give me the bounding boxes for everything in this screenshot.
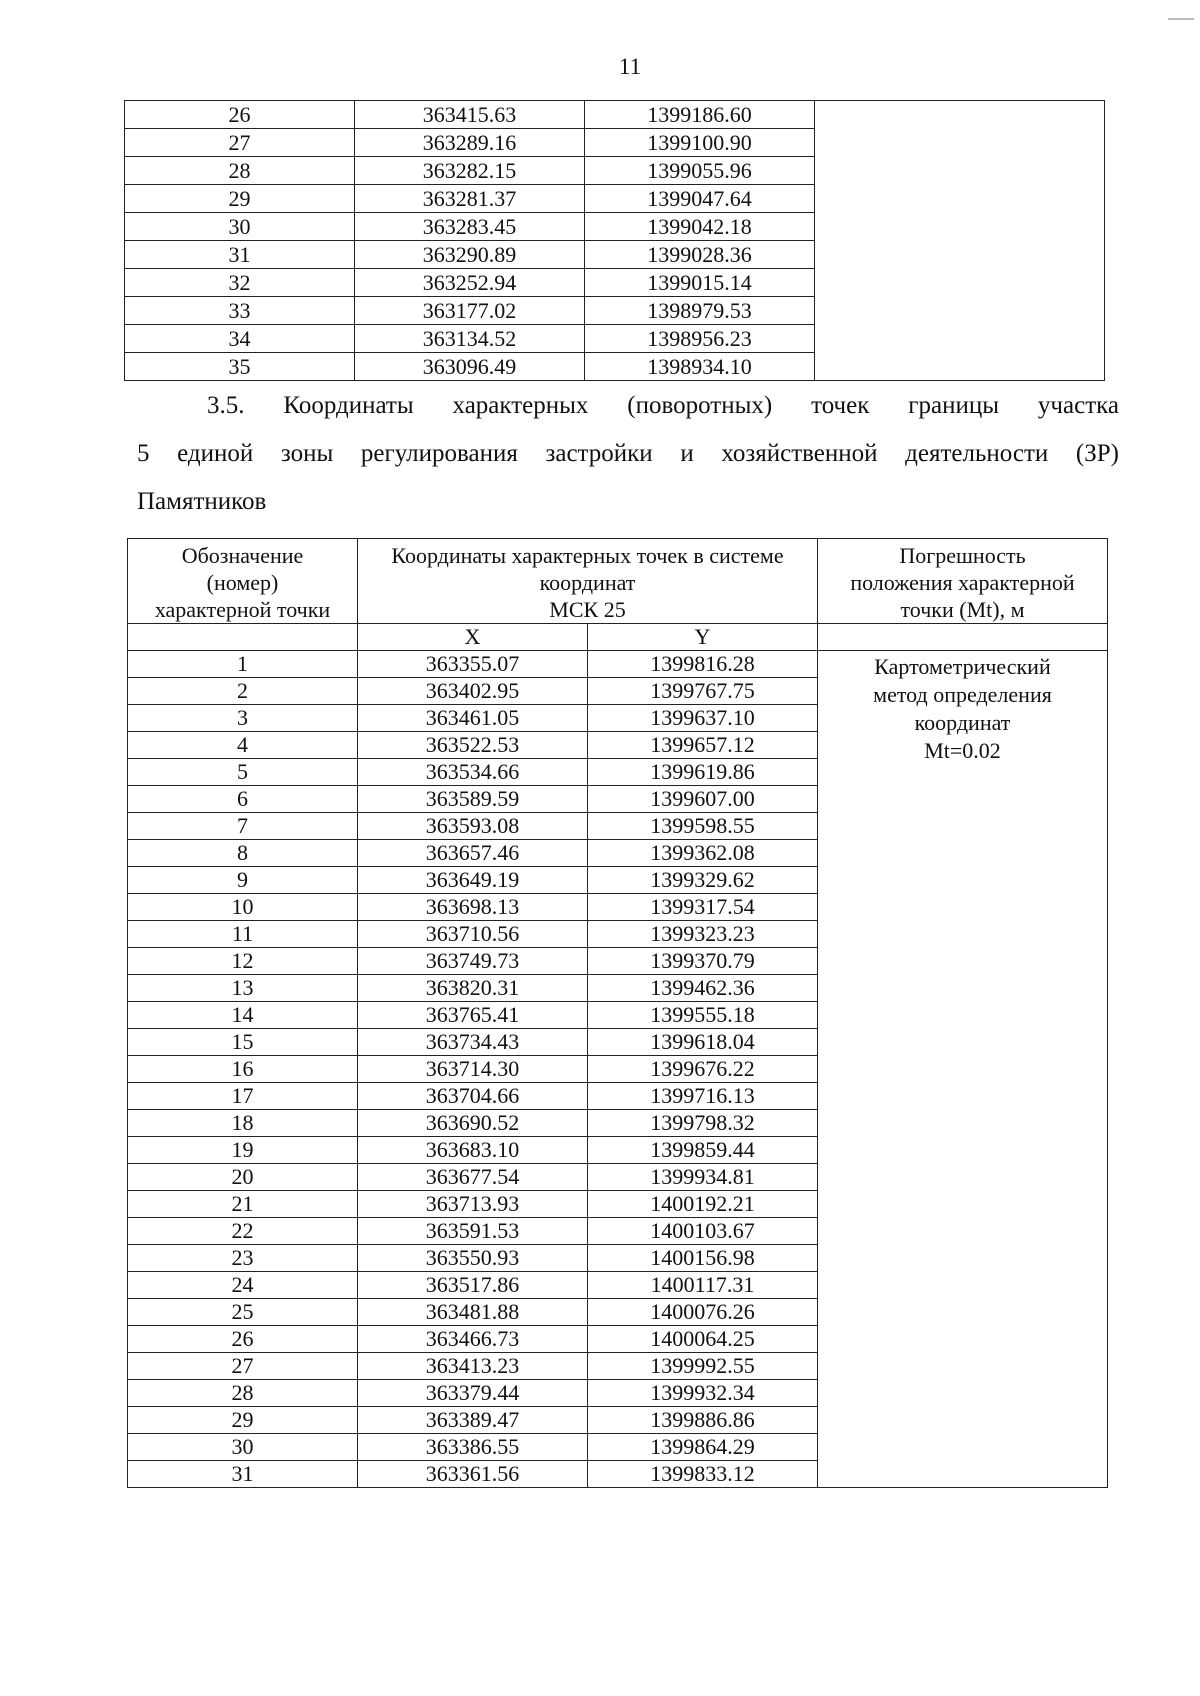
point-number-cell: 23 (128, 1245, 358, 1272)
x-coordinate-cell: 363281.37 (355, 185, 585, 213)
x-coordinate-cell: 363389.47 (358, 1407, 588, 1434)
y-coordinate-cell: 1399462.36 (588, 975, 818, 1002)
x-coordinate-cell: 363413.23 (358, 1353, 588, 1380)
point-number-cell: 14 (128, 1002, 358, 1029)
y-coordinate-cell: 1399859.44 (588, 1137, 818, 1164)
y-coordinate-cell: 1399992.55 (588, 1353, 818, 1380)
y-coordinate-cell: 1399767.75 (588, 678, 818, 705)
y-coordinate-cell: 1400156.98 (588, 1245, 818, 1272)
x-coordinate-cell: 363402.95 (358, 678, 588, 705)
x-coordinate-cell: 363522.53 (358, 732, 588, 759)
y-coordinate-cell: 1399186.60 (585, 101, 815, 129)
x-coordinate-cell: 363481.88 (358, 1299, 588, 1326)
header-point-designation: Обозначение (номер) характерной точки (128, 539, 358, 624)
x-coordinate-cell: 363283.45 (355, 213, 585, 241)
subheader-empty-cell (818, 624, 1108, 651)
y-coordinate-cell: 1399932.34 (588, 1380, 818, 1407)
point-number-cell: 27 (128, 1353, 358, 1380)
y-coordinate-cell: 1399934.81 (588, 1164, 818, 1191)
x-coordinate-cell: 363550.93 (358, 1245, 588, 1272)
accuracy-note-cell (818, 651, 1108, 1488)
point-number-cell: 22 (128, 1218, 358, 1245)
y-coordinate-cell: 1399833.12 (588, 1461, 818, 1488)
x-coordinate-cell: 363591.53 (358, 1218, 588, 1245)
y-coordinate-cell: 1399598.55 (588, 813, 818, 840)
x-coordinate-cell: 363290.89 (355, 241, 585, 269)
x-coordinate-cell: 363593.08 (358, 813, 588, 840)
point-number-cell: 21 (128, 1191, 358, 1218)
x-coordinate-cell: 363820.31 (358, 975, 588, 1002)
point-number-cell: 16 (128, 1056, 358, 1083)
accuracy-note-line: Картометрический (874, 654, 1051, 679)
y-coordinate-cell: 1399055.96 (585, 157, 815, 185)
x-coordinate-cell: 363534.66 (358, 759, 588, 786)
y-coordinate-cell: 1399607.00 (588, 786, 818, 813)
x-coordinate-cell: 363713.93 (358, 1191, 588, 1218)
point-number-cell: 31 (125, 241, 355, 269)
point-number-cell: 31 (128, 1461, 358, 1488)
point-number-cell: 4 (128, 732, 358, 759)
y-coordinate-cell: 1400076.26 (588, 1299, 818, 1326)
point-number-cell: 26 (128, 1326, 358, 1353)
y-coordinate-cell: 1399798.32 (588, 1110, 818, 1137)
table-row (128, 651, 1108, 678)
x-coordinate-cell: 363252.94 (355, 269, 585, 297)
y-coordinate-cell: 1399619.86 (588, 759, 818, 786)
y-coordinate-cell: 1398956.23 (585, 325, 815, 353)
y-coordinate-cell: 1399015.14 (585, 269, 815, 297)
table-body (128, 539, 1108, 1488)
subheader-x: X (358, 624, 588, 651)
y-coordinate-cell: 1399637.10 (588, 705, 818, 732)
point-number-cell: 7 (128, 813, 358, 840)
x-coordinate-cell: 363749.73 (358, 948, 588, 975)
point-number-cell: 3 (128, 705, 358, 732)
y-coordinate-cell: 1399317.54 (588, 894, 818, 921)
section-heading-line-2: 5 единой зоны регулирования застройки и хозяйственной деятельности (ЗР) (137, 440, 1119, 467)
point-number-cell: 9 (128, 867, 358, 894)
x-coordinate-cell: 363698.13 (358, 894, 588, 921)
y-coordinate-cell: 1399864.29 (588, 1434, 818, 1461)
point-number-cell: 11 (128, 921, 358, 948)
x-coordinate-cell: 363461.05 (358, 705, 588, 732)
x-coordinate-cell: 363683.10 (358, 1137, 588, 1164)
y-coordinate-cell: 1399716.13 (588, 1083, 818, 1110)
x-coordinate-cell: 363765.41 (358, 1002, 588, 1029)
point-number-cell: 20 (128, 1164, 358, 1191)
x-coordinate-cell: 363466.73 (358, 1326, 588, 1353)
subheader-y: Y (588, 624, 818, 651)
point-number-cell: 13 (128, 975, 358, 1002)
y-coordinate-cell: 1399323.23 (588, 921, 818, 948)
header-accuracy: Погрешность положения характерной точки (Mt), м (818, 539, 1108, 624)
x-coordinate-cell: 363415.63 (355, 101, 585, 129)
point-number-cell: 30 (128, 1434, 358, 1461)
y-coordinate-cell: 1400103.67 (588, 1218, 818, 1245)
point-number-cell: 27 (125, 129, 355, 157)
y-coordinate-cell: 1400117.31 (588, 1272, 818, 1299)
x-coordinate-cell: 363734.43 (358, 1029, 588, 1056)
x-coordinate-cell: 363289.16 (355, 129, 585, 157)
y-coordinate-cell: 1400064.25 (588, 1326, 818, 1353)
point-number-cell: 2 (128, 678, 358, 705)
point-number-cell: 33 (125, 297, 355, 325)
y-coordinate-cell: 1399657.12 (588, 732, 818, 759)
x-coordinate-cell: 363704.66 (358, 1083, 588, 1110)
x-coordinate-cell: 363177.02 (355, 297, 585, 325)
point-number-cell: 18 (128, 1110, 358, 1137)
x-coordinate-cell: 363649.19 (358, 867, 588, 894)
point-number-cell: 28 (128, 1380, 358, 1407)
table-header-row (128, 539, 1108, 624)
y-coordinate-cell: 1399362.08 (588, 840, 818, 867)
x-coordinate-cell: 363589.59 (358, 786, 588, 813)
point-number-cell: 5 (128, 759, 358, 786)
y-coordinate-cell: 1399329.62 (588, 867, 818, 894)
point-number-cell: 26 (125, 101, 355, 129)
point-number-cell: 29 (125, 185, 355, 213)
point-number-cell: 30 (125, 213, 355, 241)
accuracy-note-line: Mt=0.02 (924, 738, 1001, 763)
point-number-cell: 1 (128, 651, 358, 678)
y-coordinate-cell: 1399816.28 (588, 651, 818, 678)
y-coordinate-cell: 1400192.21 (588, 1191, 818, 1218)
x-coordinate-cell: 363657.46 (358, 840, 588, 867)
point-number-cell: 32 (125, 269, 355, 297)
x-coordinate-cell: 363386.55 (358, 1434, 588, 1461)
x-coordinate-cell: 363690.52 (358, 1110, 588, 1137)
accuracy-note-line: метод определения (873, 682, 1052, 707)
point-number-cell: 8 (128, 840, 358, 867)
x-coordinate-cell: 363379.44 (358, 1380, 588, 1407)
y-coordinate-cell: 1399676.22 (588, 1056, 818, 1083)
point-number-cell: 28 (125, 157, 355, 185)
point-number-cell: 35 (125, 353, 355, 381)
table-subheader-row (128, 624, 1108, 651)
x-coordinate-cell: 363282.15 (355, 157, 585, 185)
x-coordinate-cell: 363361.56 (358, 1461, 588, 1488)
point-number-cell: 17 (128, 1083, 358, 1110)
x-coordinate-cell: 363714.30 (358, 1056, 588, 1083)
y-coordinate-cell: 1399370.79 (588, 948, 818, 975)
x-coordinate-cell: 363517.86 (358, 1272, 588, 1299)
point-number-cell: 10 (128, 894, 358, 921)
y-coordinate-cell: 1398979.53 (585, 297, 815, 325)
section-heading-line-1: 3.5. Координаты характерных (поворотных) точек границы участка (207, 392, 1119, 419)
page-number: 11 (618, 54, 642, 79)
x-coordinate-cell: 363134.52 (355, 325, 585, 353)
section-heading-line-3: Памятников (137, 488, 267, 515)
scan-corner-mark (1168, 18, 1194, 20)
y-coordinate-cell: 1399555.18 (588, 1002, 818, 1029)
accuracy-note-cell (815, 101, 1105, 381)
point-number-cell: 29 (128, 1407, 358, 1434)
y-coordinate-cell: 1399028.36 (585, 241, 815, 269)
y-coordinate-cell: 1398934.10 (585, 353, 815, 381)
point-number-cell: 19 (128, 1137, 358, 1164)
y-coordinate-cell: 1399042.18 (585, 213, 815, 241)
x-coordinate-cell: 363355.07 (358, 651, 588, 678)
point-number-cell: 25 (128, 1299, 358, 1326)
point-number-cell: 6 (128, 786, 358, 813)
point-number-cell: 24 (128, 1272, 358, 1299)
y-coordinate-cell: 1399886.86 (588, 1407, 818, 1434)
table-body (125, 101, 1105, 381)
accuracy-note-line: координат (914, 710, 1011, 735)
y-coordinate-cell: 1399100.90 (585, 129, 815, 157)
header-coordinates: Координаты характерных точек в системе координат МСК 25 (358, 539, 818, 624)
x-coordinate-cell: 363096.49 (355, 353, 585, 381)
table-row (125, 101, 1105, 129)
point-number-cell: 12 (128, 948, 358, 975)
coordinates-table-continued (124, 100, 1105, 381)
point-number-cell: 34 (125, 325, 355, 353)
x-coordinate-cell: 363710.56 (358, 921, 588, 948)
y-coordinate-cell: 1399618.04 (588, 1029, 818, 1056)
x-coordinate-cell: 363677.54 (358, 1164, 588, 1191)
point-number-cell: 15 (128, 1029, 358, 1056)
y-coordinate-cell: 1399047.64 (585, 185, 815, 213)
subheader-empty-cell (128, 624, 358, 651)
coordinates-table (127, 538, 1108, 1488)
